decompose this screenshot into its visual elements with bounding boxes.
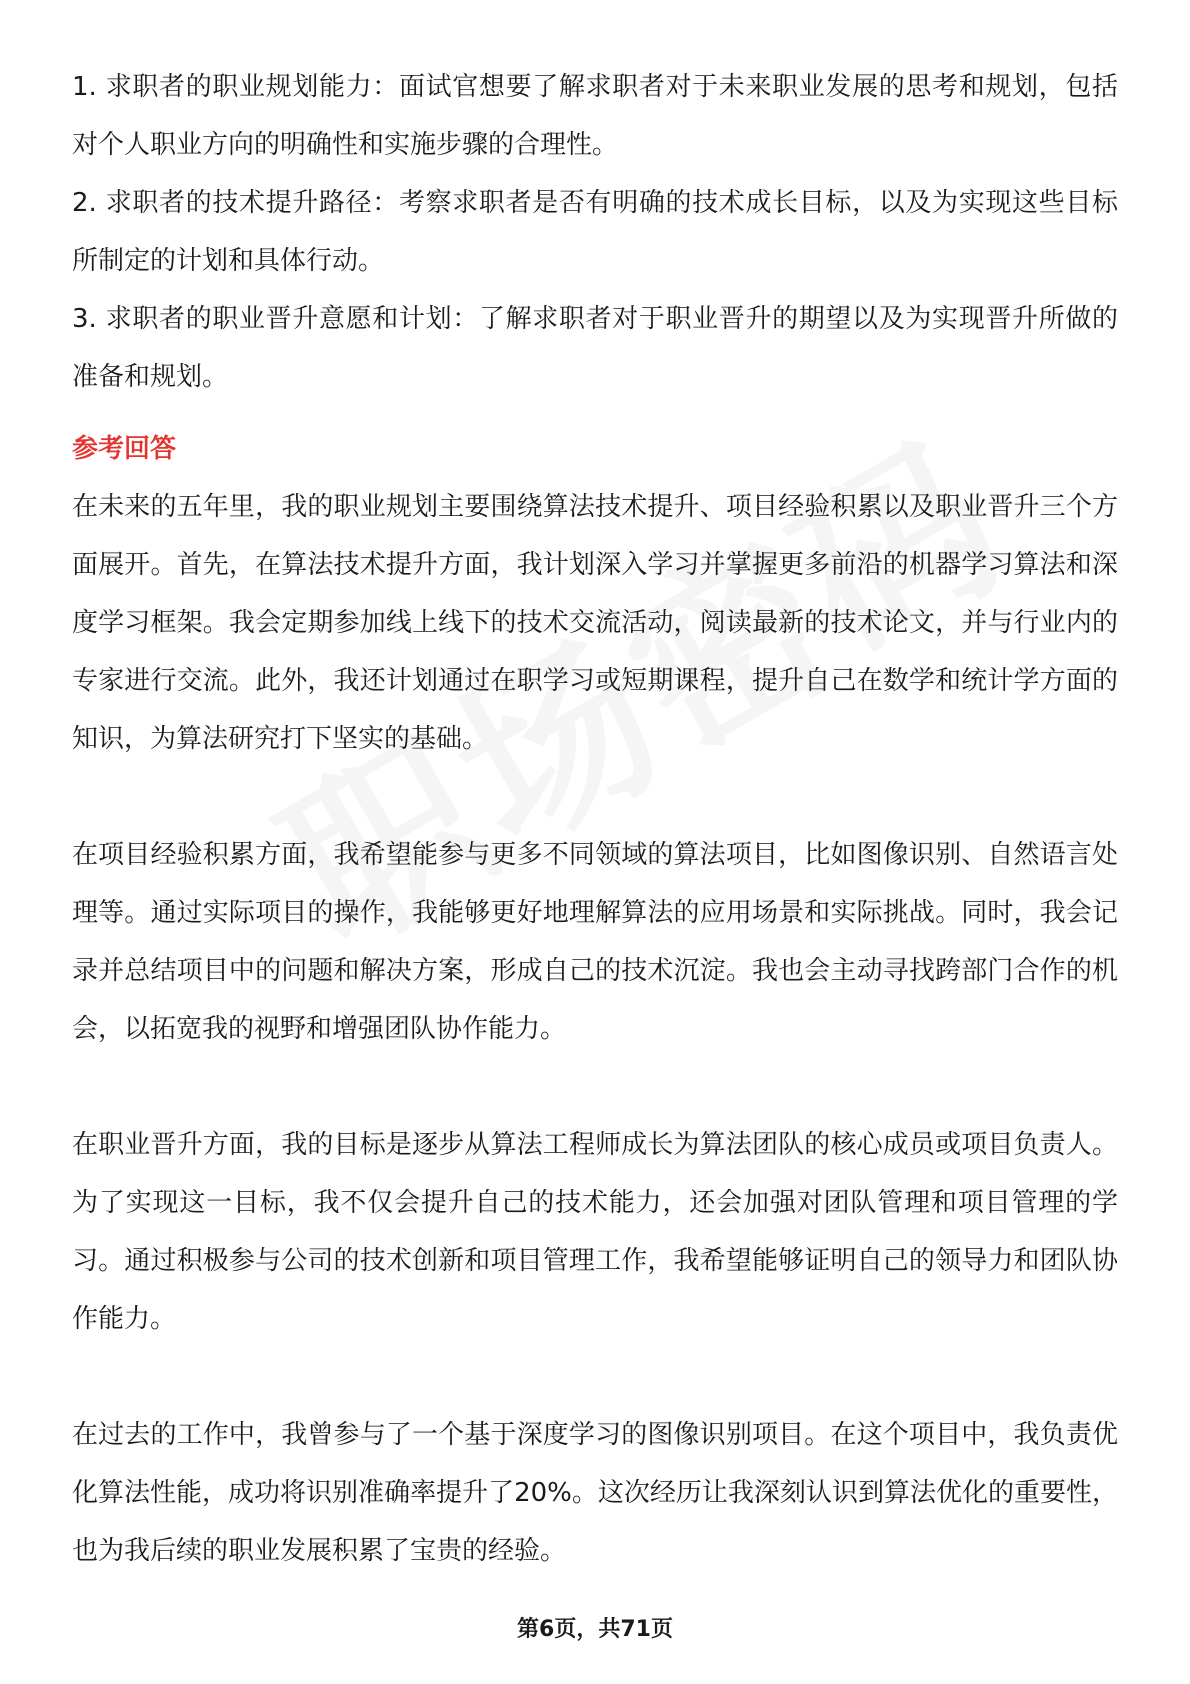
paragraph-spacer bbox=[72, 1058, 1118, 1116]
page-number-footer: 第6页，共71页 bbox=[517, 1617, 673, 1642]
evaluation-point-3: 3. 求职者的职业晋升意愿和计划：了解求职者对于职业晋升的期望以及为实现晋升所做的准备和规划。 bbox=[72, 304, 1118, 392]
evaluation-point-2: 2. 求职者的技术提升路径：考察求职者是否有明确的技术成长目标，以及为实现这些目标所制定的计划和具体行动。 bbox=[72, 188, 1118, 276]
answer-heading: 参考回答 bbox=[72, 434, 177, 464]
answer-paragraph-3: 在职业晋升方面，我的目标是逐步从算法工程师成长为算法团队的核心成员或项目负责人。为了实现这一目标，我不仅会提升自己的技术能力，还会加强对团队管理和项目管理的学习。通过积极参与公司的技术创新和项目管理工作，我希望能够证明自己的领导力和团队协作能力。 bbox=[72, 1130, 1118, 1334]
page-content bbox=[72, 58, 1118, 1580]
answer-paragraph-1: 在未来的五年里，我的职业规划主要围绕算法技术提升、项目经验积累以及职业晋升三个方面展开。首先，在算法技术提升方面，我计划深入学习并掌握更多前沿的机器学习算法和深度学习框架。我会定期参加线上线下的技术交流活动，阅读最新的技术论文，并与行业内的专家进行交流。此外，我还计划通过在职学习或短期课程，提升自己在数学和统计学方面的知识，为算法研究打下坚实的基础。 bbox=[72, 492, 1118, 754]
answer-paragraph-4: 在过去的工作中，我曾参与了一个基于深度学习的图像识别项目。在这个项目中，我负责优化算法性能，成功将识别准确率提升了20%。这次经历让我深刻认识到算法优化的重要性，也为我后续的职业发展积累了宝贵的经验。 bbox=[72, 1420, 1118, 1566]
paragraph-spacer bbox=[72, 1348, 1118, 1406]
paragraph-spacer bbox=[72, 768, 1118, 826]
evaluation-point-1: 1. 求职者的职业规划能力：面试官想要了解求职者对于未来职业发展的思考和规划，包括对个人职业方向的明确性和实施步骤的合理性。 bbox=[72, 72, 1118, 160]
answer-paragraph-2: 在项目经验积累方面，我希望能参与更多不同领域的算法项目，比如图像识别、自然语言处理等。通过实际项目的操作，我能够更好地理解算法的应用场景和实际挑战。同时，我会记录并总结项目中的问题和解决方案，形成自己的技术沉淀。我也会主动寻找跨部门合作的机会，以拓宽我的视野和增强团队协作能力。 bbox=[72, 840, 1118, 1044]
